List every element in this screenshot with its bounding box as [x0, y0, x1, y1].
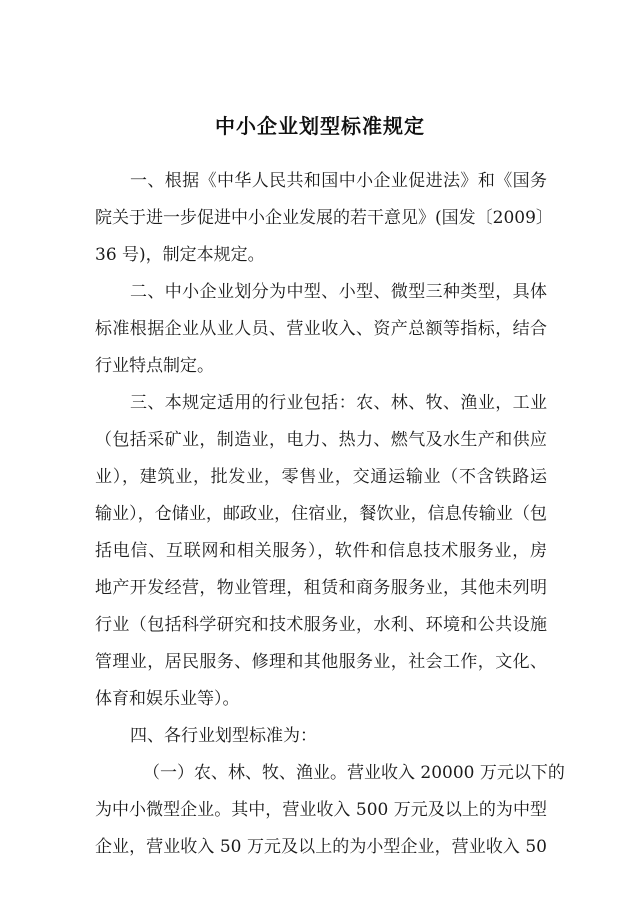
paragraph-line: 为中小微型企业。其中，营业收入 500 万元及以上的为中型 [95, 800, 547, 820]
paragraph-line: 行业特点制定。 [95, 356, 214, 376]
page-title: 中小企业划型标准规定 [215, 114, 425, 138]
paragraph-line: 行业（包括科学研究和技术服务业，水利、环境和公共设施 [95, 615, 547, 635]
paragraph-line: 四、各行业划型标准为： [130, 726, 317, 746]
paragraph-line: 管理业，居民服务、修理和其他服务业，社会工作，文化、 [95, 652, 547, 672]
paragraph-line: 体育和娱乐业等）。 [95, 689, 240, 709]
paragraph-line: 输业），仓储业，邮政业，住宿业，餐饮业，信息传输业（包 [95, 504, 547, 524]
paragraph-line: 企业，营业收入 50 万元及以上的为小型企业，营业收入 50 [95, 837, 547, 857]
paragraph-line: 三、本规定适用的行业包括：农、林、牧、渔业，工业 [130, 393, 547, 413]
paragraph-line: 36 号)，制定本规定。 [95, 245, 265, 265]
paragraph-line: 地产开发经营，物业管理，租赁和商务服务业，其他未列明 [95, 578, 547, 598]
paragraph-line: 括电信、互联网和相关服务），软件和信息技术服务业，房 [95, 541, 547, 561]
paragraph-line: 业），建筑业，批发业，零售业，交通运输业（不含铁路运 [95, 467, 547, 487]
paragraph-line: 二、中小企业划分为中型、小型、微型三种类型，具体 [130, 282, 547, 302]
paragraph-line: （一）农、林、牧、渔业。营业收入 20000 万元以下的 [143, 763, 565, 783]
paragraph-line: （包括采矿业，制造业，电力、热力、燃气及水生产和供应 [95, 430, 547, 450]
paragraph-line: 院关于进一步促进中小企业发展的若干意见》(国发〔2009〕 [95, 208, 553, 228]
paragraph-line: 一、根据《中华人民共和国中小企业促进法》和《国务 [130, 171, 547, 191]
paragraph-line: 标准根据企业从业人员、营业收入、资产总额等指标，结合 [95, 319, 547, 339]
